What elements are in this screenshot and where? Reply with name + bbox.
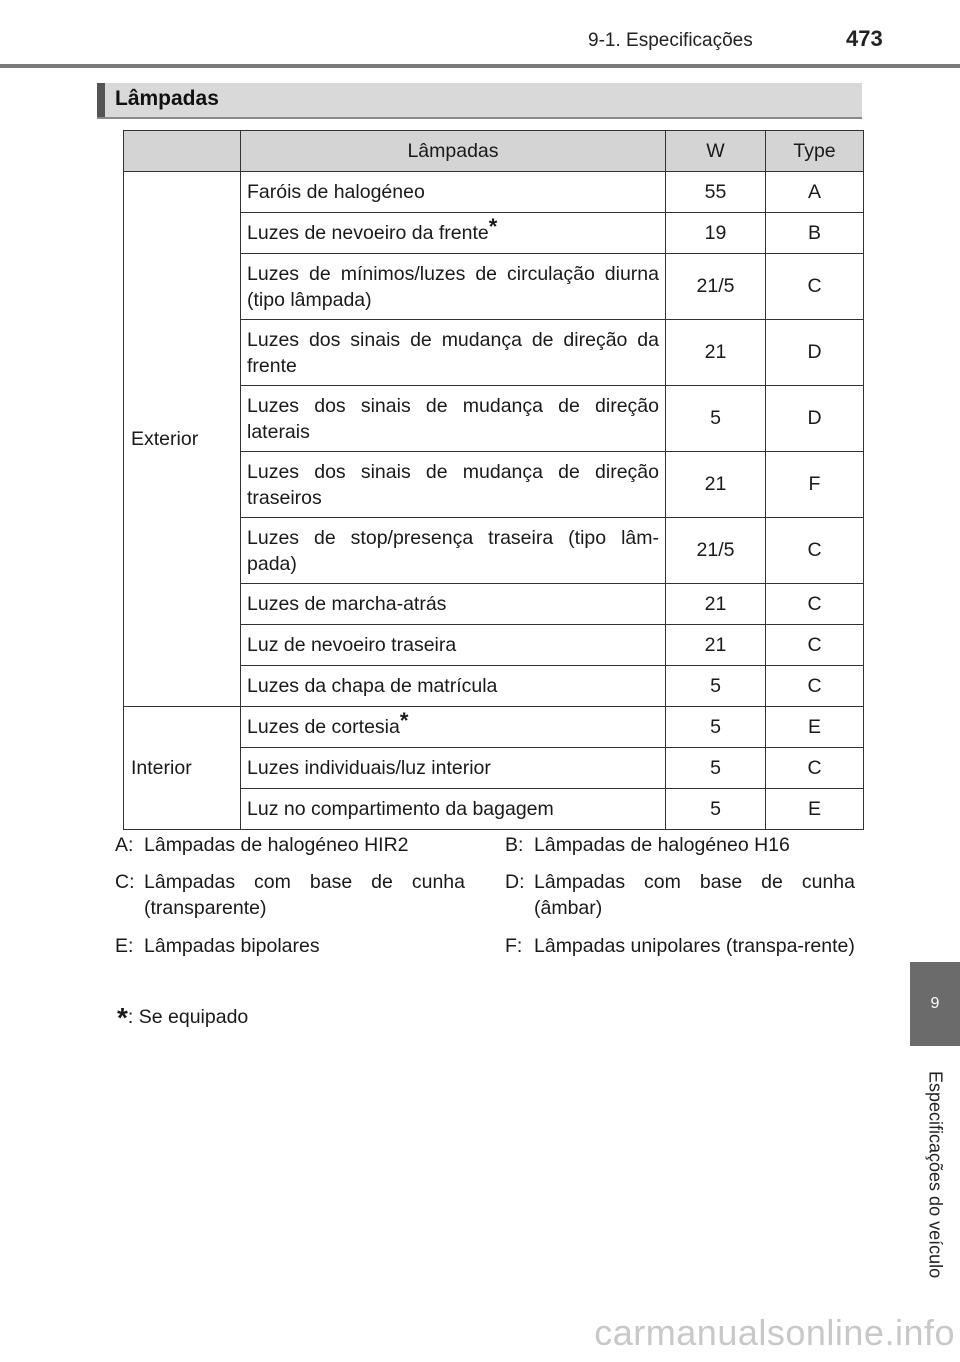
bulb-type: A bbox=[766, 172, 864, 213]
bulb-name: Luzes de mínimos/luzes de circulação diurna (tipo lâmpada) bbox=[241, 254, 666, 320]
bulb-name: Luzes de stop/presença traseira (tipo lâm-pada) bbox=[241, 518, 666, 584]
table-header-watts: W bbox=[666, 131, 766, 172]
bulb-name: Luzes dos sinais de mudança de direção laterais bbox=[241, 386, 666, 452]
bulb-watts: 21 bbox=[666, 452, 766, 518]
header-section-title: 9-1. Especificações bbox=[588, 30, 753, 51]
legend-key: E: bbox=[115, 935, 134, 957]
bulb-watts: 21/5 bbox=[666, 518, 766, 584]
bulb-type: D bbox=[766, 320, 864, 386]
legend-key: D: bbox=[505, 871, 525, 893]
footnote bbox=[117, 998, 249, 1033]
footnote-text: : Se equipado bbox=[127, 1006, 249, 1028]
bulb-name: Luz de nevoeiro traseira bbox=[241, 625, 666, 666]
bulb-watts: 19 bbox=[666, 213, 766, 254]
table-row bbox=[124, 172, 864, 213]
bulb-type: F bbox=[766, 452, 864, 518]
bulb-watts: 5 bbox=[666, 386, 766, 452]
legend-text: Lâmpadas com base de cunha (transparente) bbox=[144, 871, 465, 919]
bulb-watts: 21 bbox=[666, 625, 766, 666]
bulb-type: E bbox=[766, 707, 864, 748]
chapter-label-text: Especificações do veículo bbox=[925, 1071, 946, 1279]
section-title: Lâmpadas bbox=[115, 87, 219, 110]
table-header-type: Type bbox=[766, 131, 864, 172]
legend-key: F: bbox=[505, 935, 523, 957]
legend-key: C: bbox=[115, 871, 135, 893]
footnote-asterisk: * bbox=[117, 1002, 128, 1033]
bulb-name: Luz no compartimento da bagagem bbox=[241, 789, 666, 830]
bulb-name: Luzes de nevoeiro da frente bbox=[247, 222, 489, 244]
bulb-type: B bbox=[766, 213, 864, 254]
legend-text: Lâmpadas de halogéneo H16 bbox=[534, 834, 790, 856]
chapter-number: 9 bbox=[930, 995, 940, 1012]
bulb-type: C bbox=[766, 518, 864, 584]
legend-text: Lâmpadas com base de cunha (âmbar) bbox=[534, 871, 855, 919]
legend-text: Lâmpadas bipolares bbox=[144, 935, 320, 957]
bulb-type: D bbox=[766, 386, 864, 452]
page-number: 473 bbox=[846, 26, 883, 51]
chapter-label bbox=[910, 1050, 960, 1300]
bulb-name: Luzes dos sinais de mudança de direção da frente bbox=[241, 320, 666, 386]
bulb-watts: 5 bbox=[666, 707, 766, 748]
legend-text: Lâmpadas unipolares (transpa-rente) bbox=[534, 935, 855, 957]
bulb-type: C bbox=[766, 254, 864, 320]
bulb-type: C bbox=[766, 584, 864, 625]
watermark: carmanualsonline.info bbox=[594, 1312, 955, 1353]
header-divider bbox=[0, 64, 960, 68]
bulb-watts: 5 bbox=[666, 666, 766, 707]
bulb-watts: 55 bbox=[666, 172, 766, 213]
bulb-name: Luzes de cortesia bbox=[247, 716, 400, 738]
bulb-type: E bbox=[766, 789, 864, 830]
legend-key: B: bbox=[505, 834, 524, 856]
bulbs-table bbox=[123, 130, 864, 830]
table-row bbox=[124, 707, 864, 748]
bulb-name-cell bbox=[241, 213, 666, 254]
bulb-watts: 21/5 bbox=[666, 254, 766, 320]
bulb-watts: 5 bbox=[666, 789, 766, 830]
category-interior: Interior bbox=[124, 707, 241, 830]
bulb-type: C bbox=[766, 625, 864, 666]
asterisk-marker: * bbox=[488, 213, 498, 239]
bulb-type: C bbox=[766, 666, 864, 707]
category-exterior: Exterior bbox=[124, 172, 241, 707]
chapter-tab bbox=[910, 962, 960, 1046]
table-header-bulbs: Lâmpadas bbox=[241, 131, 666, 172]
bulb-name: Luzes de marcha-atrás bbox=[241, 584, 666, 625]
bulb-type: C bbox=[766, 748, 864, 789]
bulb-name: Luzes da chapa de matrícula bbox=[241, 666, 666, 707]
table-header-category bbox=[124, 131, 241, 172]
bulb-name: Faróis de halogéneo bbox=[241, 172, 666, 213]
legend-text: Lâmpadas de halogéneo HIR2 bbox=[144, 834, 409, 856]
bulb-watts: 21 bbox=[666, 584, 766, 625]
bulb-watts: 21 bbox=[666, 320, 766, 386]
bulb-name: Luzes individuais/luz interior bbox=[241, 748, 666, 789]
section-accent bbox=[97, 83, 105, 117]
bulb-name-cell bbox=[241, 707, 666, 748]
legend-key: A: bbox=[115, 834, 134, 856]
bulb-name: Luzes dos sinais de mudança de direção traseiros bbox=[241, 452, 666, 518]
bulb-watts: 5 bbox=[666, 748, 766, 789]
section-heading-bar bbox=[97, 83, 862, 119]
asterisk-marker: * bbox=[399, 707, 409, 733]
